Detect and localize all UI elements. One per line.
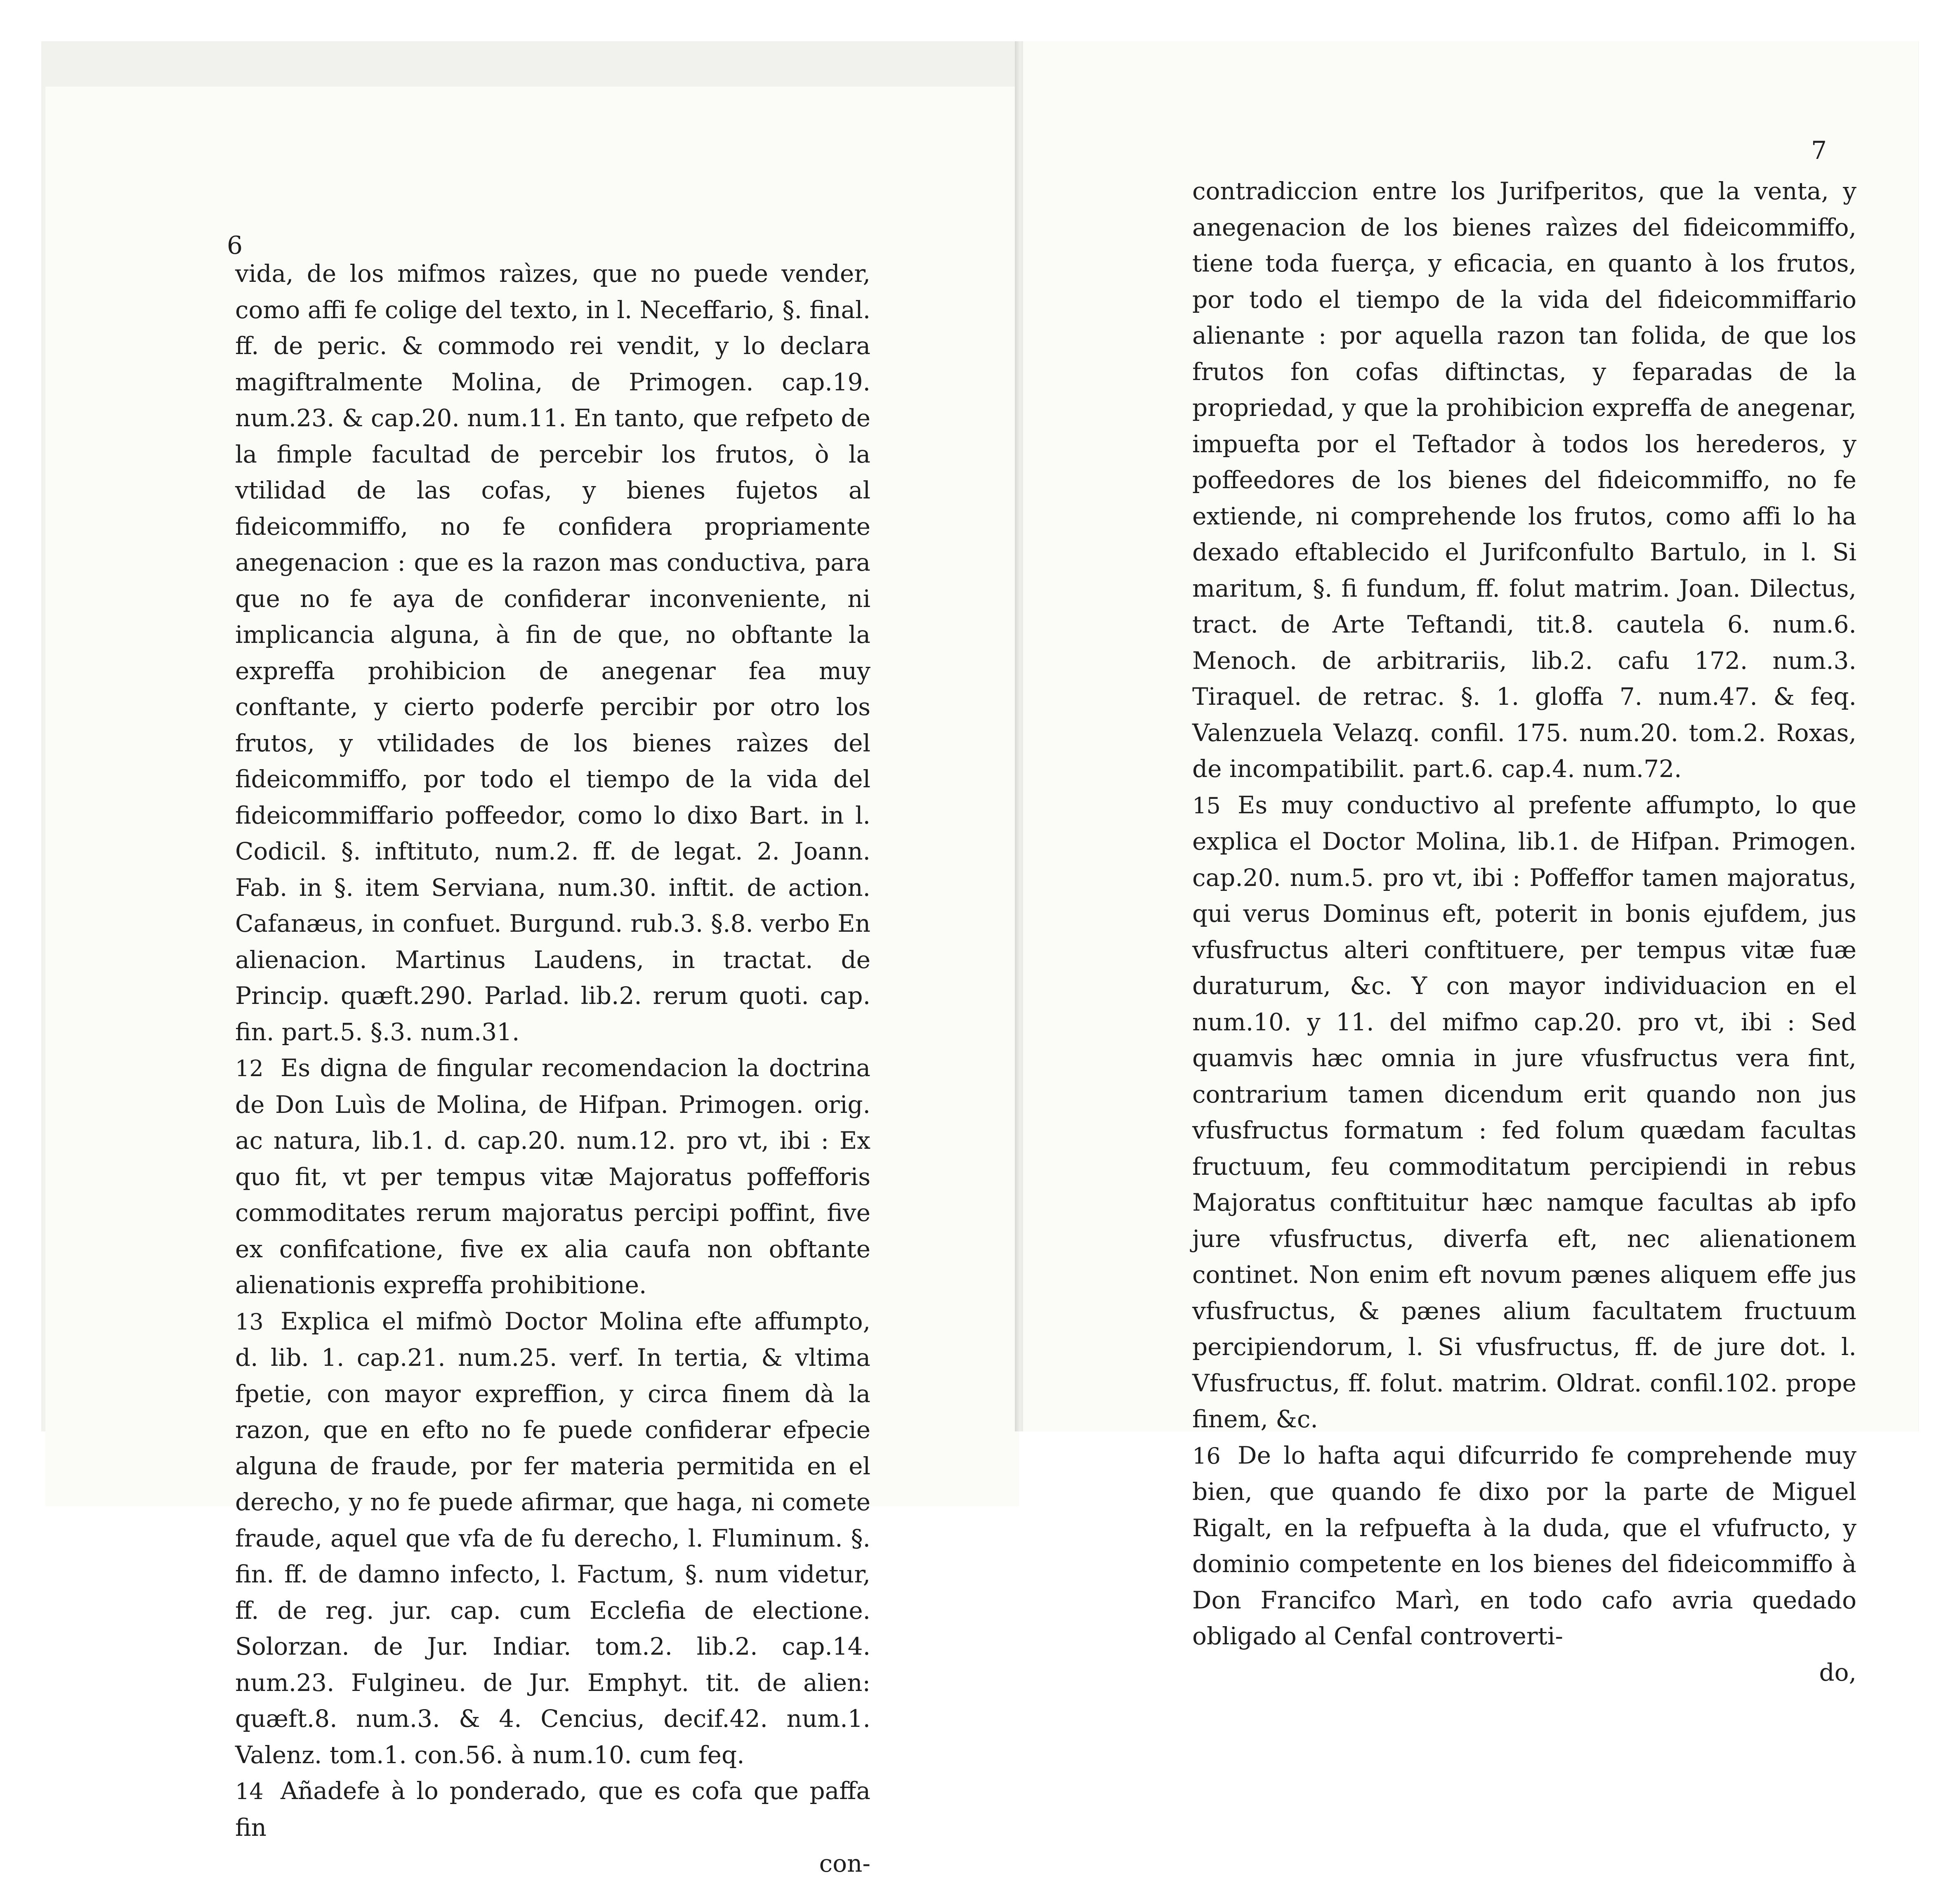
paragraph-text: De lo hafta aqui difcurrido fe comprehende muy bien, que quando fe dixo por la parte de Miguel Rigalt, en la refpuefta à la duda, que el vfufructo, y dominio competente en los bienes del fideicommiffo à Don Francifco Marì, en todo cafo avria quedado obligado al Cenfal controverti- xyxy=(1192,1441,1856,1650)
paragraph-12 xyxy=(235,1050,870,1303)
paragraph-13 xyxy=(235,1303,870,1773)
paragraph-number: 14 xyxy=(235,1778,264,1804)
left-catchword: con- xyxy=(819,1849,870,1877)
paragraph-text: Añadefe à lo ponderado, que es cofa que paffa fin xyxy=(235,1777,870,1842)
paragraph-text: Es muy conductivo al prefente affumpto, lo que explica el Doctor Molina, lib.1. de Hifpan. Primogen. cap.20. num.5. pro vt, ibi : Poffeffor tamen majoratus, qui verus Dominus eft, poterit in bonis ejufdem, jus vfusfructus alteri conftituere, per tempus vitæ fuæ duraturum, &c. Y con mayor individuacion en el num.10. y 11. del mifmo cap.20. pro vt, ibi : Sed quamvis hæc omnia in jure vfusfructus vera fint, contrarium tamen dicendum erit quando non jus vfusfructus formatum : fed folum quædam facultas fructuum, feu commoditatum percipiendi in rebus Majoratus conftituitur hæc namque facultas ab ipfo jure vfusfructus, diverfa eft, nec alienationem continet. Non enim eft novum pænes aliquem effe jus vfusfructus, & pænes alium facultatem fructuum percipiendorum, l. Si vfusfructus, ff. de jure dot. l. Vfusfructus, ff. folut. matrim. Oldrat. confil.102. prope finem, &c. xyxy=(1192,791,1856,1433)
right-text-column xyxy=(1192,173,1856,1691)
paragraph-number: 12 xyxy=(235,1056,264,1082)
paragraph-text: Explica el mifmò Doctor Molina efte affumpto, d. lib. 1. cap.21. num.25. verf. In tertia, & vltima fpetie, con mayor expreffion, y circa finem dà la razon, que en efto no fe puede confiderar efpecie alguna de fraude, por fer materia permitida en el derecho, y no fe puede afirmar, que haga, ni comete fraude, aquel que vfa de fu derecho, l. Fluminum. §. fin. ff. de damno infecto, l. Factum, §. num videtur, ff. de reg. jur. cap. cum Ecclefia de electione. Solorzan. de Jur. Indiar. tom.2. lib.2. cap.14. num.23. Fulgineu. de Jur. Emphyt. tit. de alien: quæft.8. num.3. & 4. Cencius, decif.42. num.1. Valenz. tom.1. con.56. à num.10. cum feq. xyxy=(235,1307,870,1769)
left-page xyxy=(45,87,1019,1877)
left-text-column xyxy=(235,256,870,1882)
left-intro-paragraph: vida, de los mifmos raìzes, que no puede vender, como affi fe colige del texto, in l. Neceffario, §. final. ff. de peric. & commodo rei vendit, y lo declara magiftralmente Molina, de Primogen. cap.19. num.23. & cap.20. num.11. En tanto, que refpeto de la fimple facultad de percebir los frutos, ò la vtilidad de las cofas, y bienes fujetos al fideicommiffo, no fe confidera propriamente anegenacion : que es la razon mas conductiva, para que no fe aya de confiderar inconveniente, ni implicancia alguna, à fin de que, no obftante la expreffa prohibicion de anegenar fea muy conftante, y cierto poderfe percibir por otro los frutos, y vtilidades de los bienes raìzes del fideicommiffo, por todo el tiempo de la vida del fideicommiffario poffeedor, como lo dixo Bart. in l. Codicil. §. inftituto, num.2. ff. de legat. 2. Joann. Fab. in §. item Serviana, num.30. inftit. de action. Cafanæus, in confuet. Burgund. rub.3. §.8. verbo En alienacion. Martinus Laudens, in tractat. de Princip. quæft.290. Parlad. lib.2. rerum quoti. cap. fin. part.5. §.3. num.31. xyxy=(235,260,871,1046)
paragraph-number: 15 xyxy=(1192,792,1221,819)
paragraph-number: 13 xyxy=(235,1308,264,1335)
paragraph-number: 16 xyxy=(1192,1443,1221,1469)
paragraph-15 xyxy=(1192,787,1856,1438)
paragraph-14 xyxy=(235,1773,870,1846)
paragraph-16 xyxy=(1192,1438,1856,1655)
paragraph-text: Es digna de fingular recomendacion la doctrina de Don Luìs de Molina, de Hifpan. Primogen. orig. ac natura, lib.1. d. cap.20. num.12. pro vt, ibi : Ex quo fit, vt per tempus vitæ Majoratus poffefforis commoditates rerum majoratus percipi poffint, five ex confifcatione, five ex alia caufa non obftante alienationis expreffa prohibitione. xyxy=(235,1054,870,1299)
book-spread xyxy=(41,41,1919,1877)
left-page-number: 6 xyxy=(227,231,243,260)
right-catchword: do, xyxy=(1819,1658,1856,1686)
right-page xyxy=(1023,41,1918,1686)
right-intro-paragraph: contradiccion entre los Jurifperitos, que la venta, y anegenacion de los bienes raìzes del fideicommiffo, tiene toda fuerça, y eficacia, en quanto à los frutos, por todo el tiempo de la vida del fideicommiffario alienante : por aquella razon tan folida, de que los frutos fon cofas diftinctas, y feparadas de la propriedad, y que la prohibicion expreffa de anegenar, impuefta por el Teftador à todos los herederos, y poffeedores de los bienes del fideicommiffo, no fe extiende, ni comprehende los frutos, como affi lo ha dexado eftablecido el Jurifconfulto Bartulo, in l. Si maritum, §. fi fundum, ff. folut matrim. Joan. Dilectus, tract. de Arte Teftandi, tit.8. cautela 6. num.6. Menoch. de arbitrariis, lib.2. cafu 172. num.3. Tiraquel. de retrac. §. 1. gloffa 7. num.47. & feq. Valenzuela Velazq. confil. 175. num.20. tom.2. Roxas, de incompatibilit. part.6. cap.4. num.72. xyxy=(1192,177,1856,783)
right-page-number: 7 xyxy=(1811,136,1827,165)
